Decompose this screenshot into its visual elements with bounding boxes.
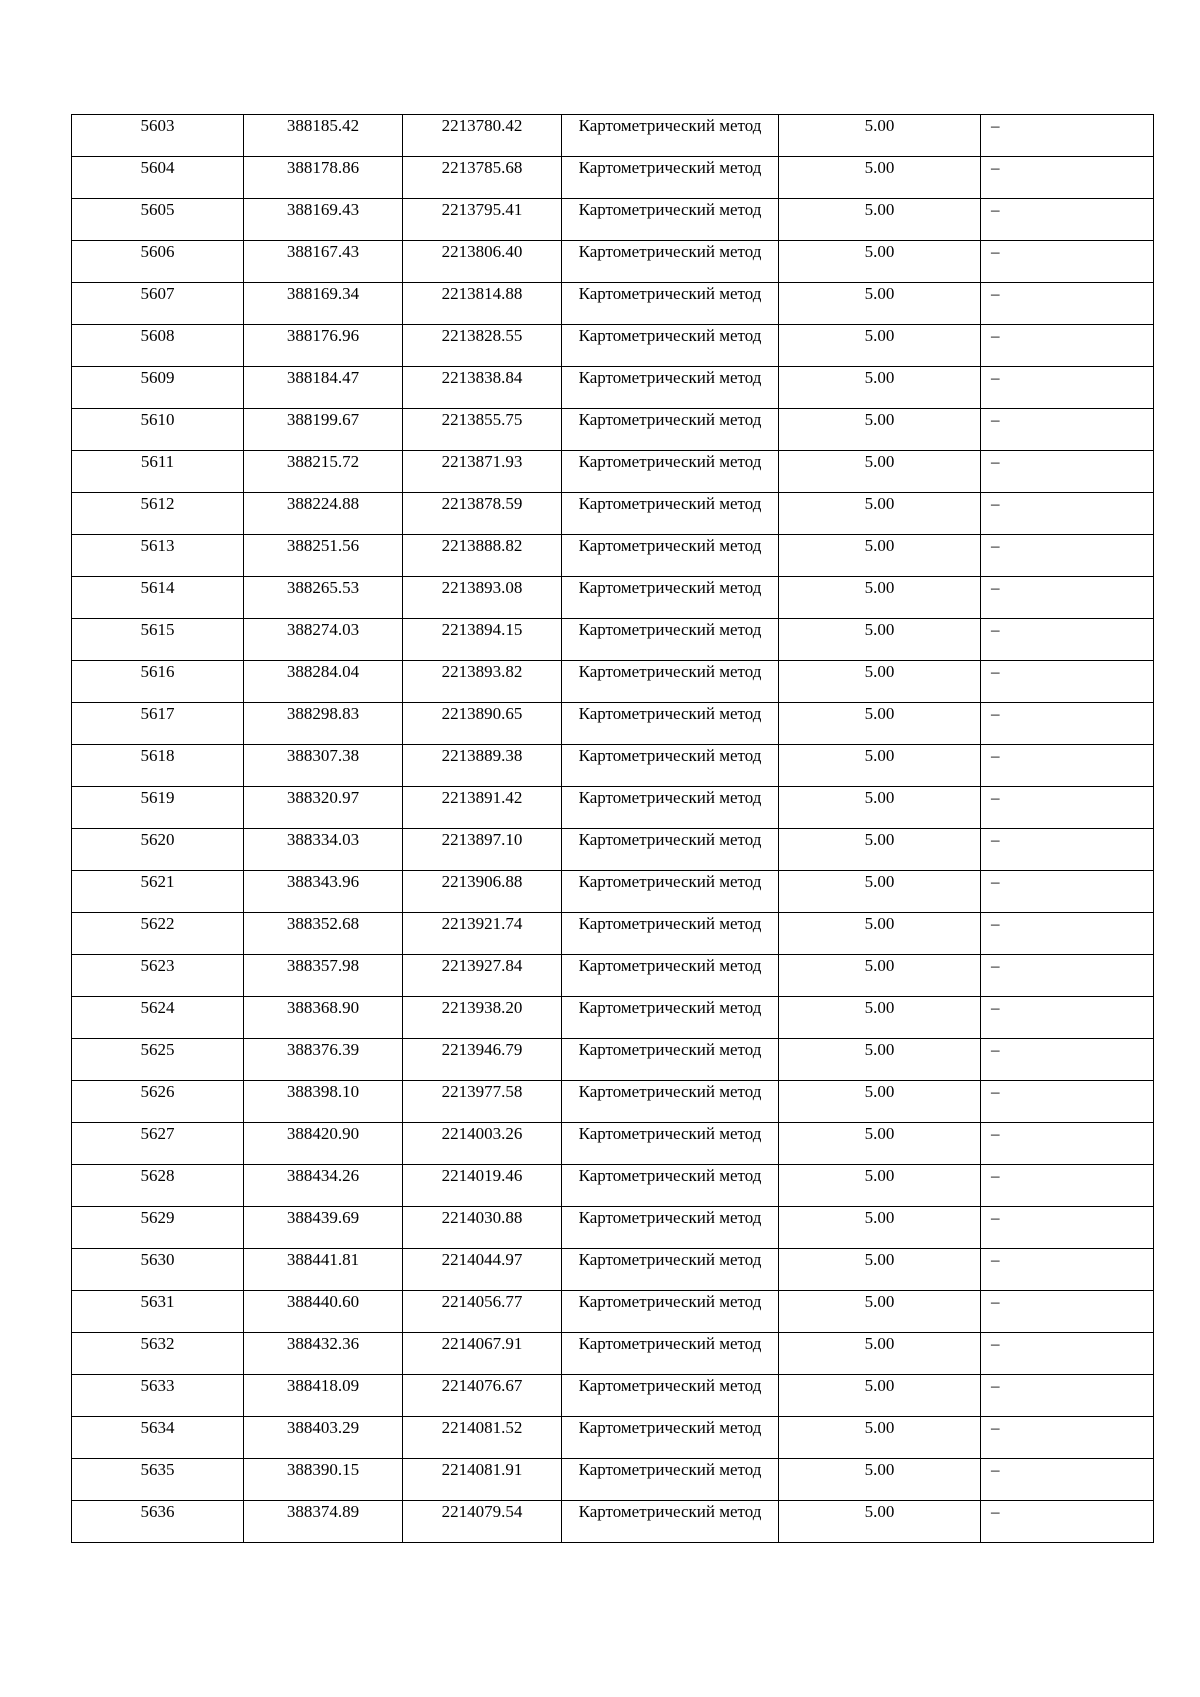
table-row bbox=[72, 787, 1154, 829]
note-cell: – bbox=[981, 787, 1154, 829]
table-row bbox=[72, 1417, 1154, 1459]
table-row bbox=[72, 1081, 1154, 1123]
accuracy-cell: 5.00 bbox=[779, 1123, 981, 1165]
table-row bbox=[72, 577, 1154, 619]
accuracy-cell: 5.00 bbox=[779, 1207, 981, 1249]
y-coordinate-cell: 2213785.68 bbox=[403, 157, 562, 199]
accuracy-cell: 5.00 bbox=[779, 1165, 981, 1207]
accuracy-cell: 5.00 bbox=[779, 871, 981, 913]
method-cell: Картометрический метод bbox=[562, 1291, 779, 1333]
point-number-cell: 5628 bbox=[72, 1165, 244, 1207]
method-cell: Картометрический метод bbox=[562, 535, 779, 577]
note-cell: – bbox=[981, 535, 1154, 577]
note-cell: – bbox=[981, 913, 1154, 955]
y-coordinate-cell: 2213889.38 bbox=[403, 745, 562, 787]
note-cell: – bbox=[981, 703, 1154, 745]
accuracy-cell: 5.00 bbox=[779, 1333, 981, 1375]
table-row bbox=[72, 1165, 1154, 1207]
method-cell: Картометрический метод bbox=[562, 493, 779, 535]
x-coordinate-cell: 388274.03 bbox=[244, 619, 403, 661]
coordinates-table bbox=[71, 114, 1154, 1543]
x-coordinate-cell: 388398.10 bbox=[244, 1081, 403, 1123]
point-number-cell: 5616 bbox=[72, 661, 244, 703]
y-coordinate-cell: 2213894.15 bbox=[403, 619, 562, 661]
method-cell: Картометрический метод bbox=[562, 1123, 779, 1165]
accuracy-cell: 5.00 bbox=[779, 1081, 981, 1123]
table-row bbox=[72, 367, 1154, 409]
note-cell: – bbox=[981, 1123, 1154, 1165]
note-cell: – bbox=[981, 745, 1154, 787]
x-coordinate-cell: 388215.72 bbox=[244, 451, 403, 493]
table-row bbox=[72, 409, 1154, 451]
y-coordinate-cell: 2214044.97 bbox=[403, 1249, 562, 1291]
method-cell: Картометрический метод bbox=[562, 913, 779, 955]
point-number-cell: 5608 bbox=[72, 325, 244, 367]
accuracy-cell: 5.00 bbox=[779, 1417, 981, 1459]
method-cell: Картометрический метод bbox=[562, 1039, 779, 1081]
method-cell: Картометрический метод bbox=[562, 787, 779, 829]
y-coordinate-cell: 2213977.58 bbox=[403, 1081, 562, 1123]
y-coordinate-cell: 2213891.42 bbox=[403, 787, 562, 829]
table-row bbox=[72, 283, 1154, 325]
point-number-cell: 5631 bbox=[72, 1291, 244, 1333]
point-number-cell: 5618 bbox=[72, 745, 244, 787]
table-row bbox=[72, 199, 1154, 241]
y-coordinate-cell: 2213890.65 bbox=[403, 703, 562, 745]
note-cell: – bbox=[981, 661, 1154, 703]
note-cell: – bbox=[981, 199, 1154, 241]
accuracy-cell: 5.00 bbox=[779, 157, 981, 199]
note-cell: – bbox=[981, 367, 1154, 409]
x-coordinate-cell: 388199.67 bbox=[244, 409, 403, 451]
point-number-cell: 5615 bbox=[72, 619, 244, 661]
method-cell: Картометрический метод bbox=[562, 325, 779, 367]
point-number-cell: 5607 bbox=[72, 283, 244, 325]
note-cell: – bbox=[981, 1165, 1154, 1207]
point-number-cell: 5621 bbox=[72, 871, 244, 913]
x-coordinate-cell: 388357.98 bbox=[244, 955, 403, 997]
method-cell: Картометрический метод bbox=[562, 1207, 779, 1249]
method-cell: Картометрический метод bbox=[562, 955, 779, 997]
accuracy-cell: 5.00 bbox=[779, 1039, 981, 1081]
method-cell: Картометрический метод bbox=[562, 451, 779, 493]
y-coordinate-cell: 2213906.88 bbox=[403, 871, 562, 913]
x-coordinate-cell: 388432.36 bbox=[244, 1333, 403, 1375]
x-coordinate-cell: 388420.90 bbox=[244, 1123, 403, 1165]
table-row bbox=[72, 1333, 1154, 1375]
y-coordinate-cell: 2214056.77 bbox=[403, 1291, 562, 1333]
method-cell: Картометрический метод bbox=[562, 1333, 779, 1375]
note-cell: – bbox=[981, 409, 1154, 451]
note-cell: – bbox=[981, 1459, 1154, 1501]
point-number-cell: 5626 bbox=[72, 1081, 244, 1123]
table-row bbox=[72, 745, 1154, 787]
method-cell: Картометрический метод bbox=[562, 829, 779, 871]
x-coordinate-cell: 388374.89 bbox=[244, 1501, 403, 1543]
method-cell: Картометрический метод bbox=[562, 703, 779, 745]
accuracy-cell: 5.00 bbox=[779, 913, 981, 955]
y-coordinate-cell: 2213921.74 bbox=[403, 913, 562, 955]
point-number-cell: 5606 bbox=[72, 241, 244, 283]
y-coordinate-cell: 2214081.52 bbox=[403, 1417, 562, 1459]
note-cell: – bbox=[981, 1039, 1154, 1081]
x-coordinate-cell: 388439.69 bbox=[244, 1207, 403, 1249]
table-row bbox=[72, 493, 1154, 535]
accuracy-cell: 5.00 bbox=[779, 367, 981, 409]
point-number-cell: 5614 bbox=[72, 577, 244, 619]
x-coordinate-cell: 388307.38 bbox=[244, 745, 403, 787]
accuracy-cell: 5.00 bbox=[779, 997, 981, 1039]
note-cell: – bbox=[981, 829, 1154, 871]
method-cell: Картометрический метод bbox=[562, 745, 779, 787]
method-cell: Картометрический метод bbox=[562, 619, 779, 661]
accuracy-cell: 5.00 bbox=[779, 1459, 981, 1501]
table-row bbox=[72, 1375, 1154, 1417]
note-cell: – bbox=[981, 997, 1154, 1039]
accuracy-cell: 5.00 bbox=[779, 829, 981, 871]
point-number-cell: 5629 bbox=[72, 1207, 244, 1249]
accuracy-cell: 5.00 bbox=[779, 1249, 981, 1291]
y-coordinate-cell: 2213878.59 bbox=[403, 493, 562, 535]
x-coordinate-cell: 388284.04 bbox=[244, 661, 403, 703]
y-coordinate-cell: 2213871.93 bbox=[403, 451, 562, 493]
accuracy-cell: 5.00 bbox=[779, 787, 981, 829]
table-row bbox=[72, 535, 1154, 577]
note-cell: – bbox=[981, 241, 1154, 283]
note-cell: – bbox=[981, 1249, 1154, 1291]
note-cell: – bbox=[981, 1417, 1154, 1459]
accuracy-cell: 5.00 bbox=[779, 241, 981, 283]
accuracy-cell: 5.00 bbox=[779, 955, 981, 997]
note-cell: – bbox=[981, 1375, 1154, 1417]
table-row bbox=[72, 241, 1154, 283]
note-cell: – bbox=[981, 325, 1154, 367]
note-cell: – bbox=[981, 619, 1154, 661]
y-coordinate-cell: 2214079.54 bbox=[403, 1501, 562, 1543]
note-cell: – bbox=[981, 1501, 1154, 1543]
x-coordinate-cell: 388224.88 bbox=[244, 493, 403, 535]
accuracy-cell: 5.00 bbox=[779, 409, 981, 451]
method-cell: Картометрический метод bbox=[562, 1165, 779, 1207]
accuracy-cell: 5.00 bbox=[779, 1375, 981, 1417]
y-coordinate-cell: 2213927.84 bbox=[403, 955, 562, 997]
point-number-cell: 5610 bbox=[72, 409, 244, 451]
note-cell: – bbox=[981, 451, 1154, 493]
accuracy-cell: 5.00 bbox=[779, 745, 981, 787]
method-cell: Картометрический метод bbox=[562, 577, 779, 619]
x-coordinate-cell: 388418.09 bbox=[244, 1375, 403, 1417]
accuracy-cell: 5.00 bbox=[779, 535, 981, 577]
table-row bbox=[72, 1291, 1154, 1333]
point-number-cell: 5619 bbox=[72, 787, 244, 829]
note-cell: – bbox=[981, 493, 1154, 535]
note-cell: – bbox=[981, 1081, 1154, 1123]
table-row bbox=[72, 157, 1154, 199]
x-coordinate-cell: 388343.96 bbox=[244, 871, 403, 913]
note-cell: – bbox=[981, 577, 1154, 619]
y-coordinate-cell: 2213814.88 bbox=[403, 283, 562, 325]
table-row bbox=[72, 955, 1154, 997]
x-coordinate-cell: 388178.86 bbox=[244, 157, 403, 199]
note-cell: – bbox=[981, 1333, 1154, 1375]
point-number-cell: 5632 bbox=[72, 1333, 244, 1375]
x-coordinate-cell: 388403.29 bbox=[244, 1417, 403, 1459]
point-number-cell: 5609 bbox=[72, 367, 244, 409]
y-coordinate-cell: 2214030.88 bbox=[403, 1207, 562, 1249]
point-number-cell: 5605 bbox=[72, 199, 244, 241]
x-coordinate-cell: 388376.39 bbox=[244, 1039, 403, 1081]
method-cell: Картометрический метод bbox=[562, 199, 779, 241]
y-coordinate-cell: 2213828.55 bbox=[403, 325, 562, 367]
method-cell: Картометрический метод bbox=[562, 241, 779, 283]
method-cell: Картометрический метод bbox=[562, 157, 779, 199]
note-cell: – bbox=[981, 283, 1154, 325]
method-cell: Картометрический метод bbox=[562, 283, 779, 325]
method-cell: Картометрический метод bbox=[562, 367, 779, 409]
x-coordinate-cell: 388265.53 bbox=[244, 577, 403, 619]
method-cell: Картометрический метод bbox=[562, 1459, 779, 1501]
accuracy-cell: 5.00 bbox=[779, 703, 981, 745]
accuracy-cell: 5.00 bbox=[779, 577, 981, 619]
table-row bbox=[72, 997, 1154, 1039]
x-coordinate-cell: 388251.56 bbox=[244, 535, 403, 577]
method-cell: Картометрический метод bbox=[562, 1501, 779, 1543]
table-row bbox=[72, 451, 1154, 493]
accuracy-cell: 5.00 bbox=[779, 115, 981, 157]
point-number-cell: 5604 bbox=[72, 157, 244, 199]
method-cell: Картометрический метод bbox=[562, 997, 779, 1039]
table-row bbox=[72, 1501, 1154, 1543]
table-row bbox=[72, 1123, 1154, 1165]
table-row bbox=[72, 913, 1154, 955]
y-coordinate-cell: 2213946.79 bbox=[403, 1039, 562, 1081]
table-row bbox=[72, 619, 1154, 661]
y-coordinate-cell: 2214076.67 bbox=[403, 1375, 562, 1417]
coordinates-table-body bbox=[72, 115, 1154, 1543]
method-cell: Картометрический метод bbox=[562, 115, 779, 157]
accuracy-cell: 5.00 bbox=[779, 493, 981, 535]
accuracy-cell: 5.00 bbox=[779, 619, 981, 661]
x-coordinate-cell: 388440.60 bbox=[244, 1291, 403, 1333]
x-coordinate-cell: 388390.15 bbox=[244, 1459, 403, 1501]
y-coordinate-cell: 2214019.46 bbox=[403, 1165, 562, 1207]
point-number-cell: 5623 bbox=[72, 955, 244, 997]
x-coordinate-cell: 388334.03 bbox=[244, 829, 403, 871]
y-coordinate-cell: 2213855.75 bbox=[403, 409, 562, 451]
x-coordinate-cell: 388167.43 bbox=[244, 241, 403, 283]
table-row bbox=[72, 871, 1154, 913]
point-number-cell: 5620 bbox=[72, 829, 244, 871]
method-cell: Картометрический метод bbox=[562, 409, 779, 451]
point-number-cell: 5625 bbox=[72, 1039, 244, 1081]
x-coordinate-cell: 388434.26 bbox=[244, 1165, 403, 1207]
point-number-cell: 5633 bbox=[72, 1375, 244, 1417]
point-number-cell: 5613 bbox=[72, 535, 244, 577]
x-coordinate-cell: 388184.47 bbox=[244, 367, 403, 409]
y-coordinate-cell: 2213893.82 bbox=[403, 661, 562, 703]
accuracy-cell: 5.00 bbox=[779, 199, 981, 241]
x-coordinate-cell: 388185.42 bbox=[244, 115, 403, 157]
accuracy-cell: 5.00 bbox=[779, 451, 981, 493]
x-coordinate-cell: 388320.97 bbox=[244, 787, 403, 829]
x-coordinate-cell: 388169.43 bbox=[244, 199, 403, 241]
note-cell: – bbox=[981, 871, 1154, 913]
x-coordinate-cell: 388176.96 bbox=[244, 325, 403, 367]
note-cell: – bbox=[981, 1207, 1154, 1249]
table-row bbox=[72, 1249, 1154, 1291]
note-cell: – bbox=[981, 157, 1154, 199]
table-row bbox=[72, 1039, 1154, 1081]
y-coordinate-cell: 2213806.40 bbox=[403, 241, 562, 283]
accuracy-cell: 5.00 bbox=[779, 661, 981, 703]
point-number-cell: 5634 bbox=[72, 1417, 244, 1459]
accuracy-cell: 5.00 bbox=[779, 283, 981, 325]
point-number-cell: 5624 bbox=[72, 997, 244, 1039]
x-coordinate-cell: 388169.34 bbox=[244, 283, 403, 325]
y-coordinate-cell: 2214067.91 bbox=[403, 1333, 562, 1375]
table-row bbox=[72, 115, 1154, 157]
x-coordinate-cell: 388368.90 bbox=[244, 997, 403, 1039]
method-cell: Картометрический метод bbox=[562, 871, 779, 913]
x-coordinate-cell: 388352.68 bbox=[244, 913, 403, 955]
accuracy-cell: 5.00 bbox=[779, 1291, 981, 1333]
accuracy-cell: 5.00 bbox=[779, 325, 981, 367]
y-coordinate-cell: 2214003.26 bbox=[403, 1123, 562, 1165]
method-cell: Картометрический метод bbox=[562, 661, 779, 703]
y-coordinate-cell: 2213893.08 bbox=[403, 577, 562, 619]
y-coordinate-cell: 2213897.10 bbox=[403, 829, 562, 871]
method-cell: Картометрический метод bbox=[562, 1417, 779, 1459]
y-coordinate-cell: 2213838.84 bbox=[403, 367, 562, 409]
note-cell: – bbox=[981, 115, 1154, 157]
method-cell: Картометрический метод bbox=[562, 1081, 779, 1123]
table-row bbox=[72, 703, 1154, 745]
y-coordinate-cell: 2213780.42 bbox=[403, 115, 562, 157]
y-coordinate-cell: 2213795.41 bbox=[403, 199, 562, 241]
note-cell: – bbox=[981, 1291, 1154, 1333]
table-row bbox=[72, 661, 1154, 703]
point-number-cell: 5627 bbox=[72, 1123, 244, 1165]
table-row bbox=[72, 1459, 1154, 1501]
table-row bbox=[72, 829, 1154, 871]
point-number-cell: 5622 bbox=[72, 913, 244, 955]
x-coordinate-cell: 388441.81 bbox=[244, 1249, 403, 1291]
point-number-cell: 5611 bbox=[72, 451, 244, 493]
table-row bbox=[72, 1207, 1154, 1249]
point-number-cell: 5617 bbox=[72, 703, 244, 745]
point-number-cell: 5636 bbox=[72, 1501, 244, 1543]
point-number-cell: 5612 bbox=[72, 493, 244, 535]
method-cell: Картометрический метод bbox=[562, 1375, 779, 1417]
y-coordinate-cell: 2213888.82 bbox=[403, 535, 562, 577]
note-cell: – bbox=[981, 955, 1154, 997]
method-cell: Картометрический метод bbox=[562, 1249, 779, 1291]
point-number-cell: 5603 bbox=[72, 115, 244, 157]
y-coordinate-cell: 2214081.91 bbox=[403, 1459, 562, 1501]
x-coordinate-cell: 388298.83 bbox=[244, 703, 403, 745]
point-number-cell: 5635 bbox=[72, 1459, 244, 1501]
table-row bbox=[72, 325, 1154, 367]
accuracy-cell: 5.00 bbox=[779, 1501, 981, 1543]
point-number-cell: 5630 bbox=[72, 1249, 244, 1291]
y-coordinate-cell: 2213938.20 bbox=[403, 997, 562, 1039]
